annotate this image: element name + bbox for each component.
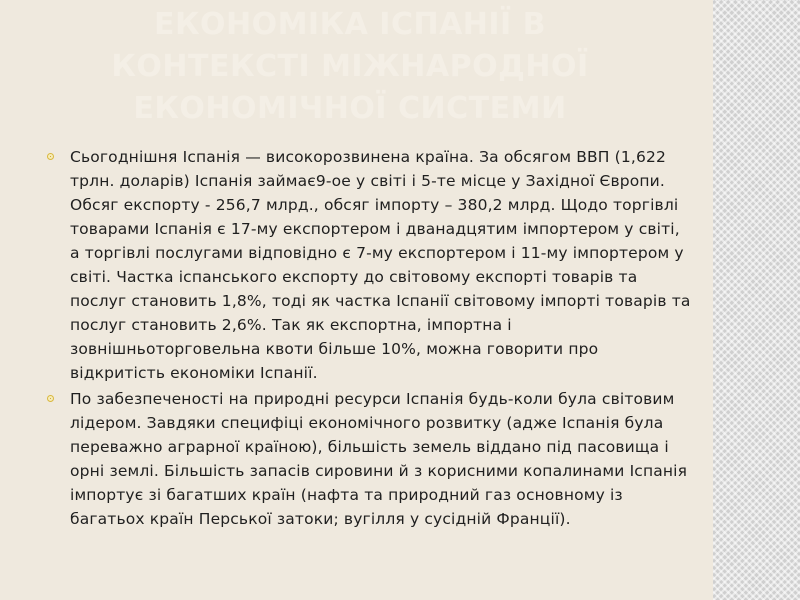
slide-content-list [46,145,691,533]
slide-title: ЕКОНОМІКА ІСПАНІЇ В КОНТЕКСТІ МІЖНАРОДНОЇ ЕКОНОМІЧНОЇ СИСТЕМИ [111,7,589,126]
bullet-text-2: По забезпеченості на природні ресурси Іспанія будь-коли була світовим лідером. Завдяки специфіці економічного розвитку (адже Іспанія була переважно аграрної країною), більшість земель віддано під пасовища і орні землі. Більшість запасів сировини й з корисними копалинами Іспанія імпортує зі багатших країн (нафта та природний газ основному із багатьох країн Перської затоки; вугілля у сусідній Франції). [70,390,688,528]
bullet-text-1: Сьогоднішня Іспанія — високорозвинена країна. За обсягом ВВП (1,622 трлн. доларів) Іспанія займає9-ое у світі і 5-те місце у Західної Європи. Обсяг експорту - 256,7 млрд., обсяг імпорту – 380,2 млрд. Щодо торгівлі товарами Іспанія є 17-му експортером і дванадцятим імпортером у світі, а торгівлі послугами відповідно є 7-му експортером і 11-му імпортером у світі. Частка іспанського експорту до світовому експорті товарів та послуг становить 1,8%, тоді як частка Іспанії світовому імпорті товарів та послуг становить 2,6%. Так як експортна, імпортна і зовнішньоторговельна квоти більше 10%, можна говорити про відкритість економіки Іспанії. [70,148,691,382]
circle-bullet-icon [47,153,54,160]
bullet-item-1 [46,145,691,385]
decorative-side-band [713,0,800,600]
circle-bullet-icon [47,395,54,402]
bullet-item-2 [46,387,691,531]
